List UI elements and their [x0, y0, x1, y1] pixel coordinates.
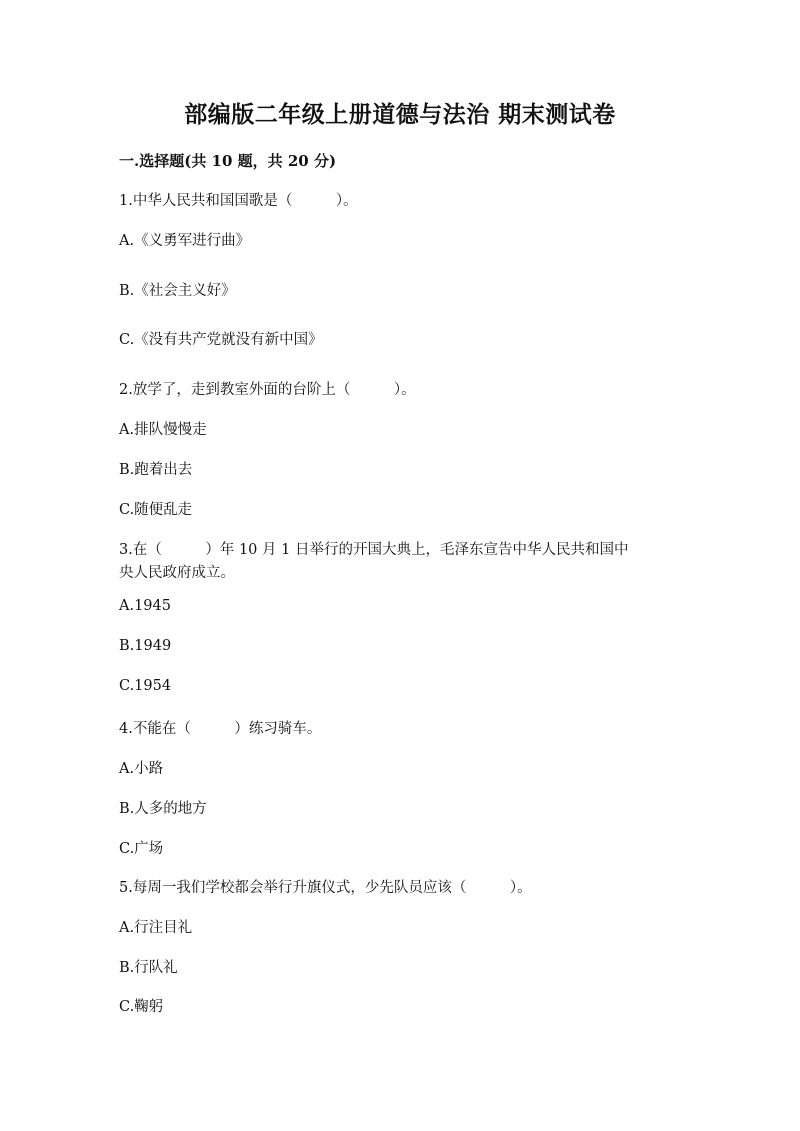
- question-3-option-b: B.1949: [119, 638, 172, 654]
- question-4-option-a: A.小路: [119, 761, 164, 777]
- question-2-option-b: B.跑着出去: [119, 462, 193, 478]
- question-3-stem-line-2: 央人民政府成立。: [119, 565, 235, 581]
- question-4-stem: 4.不能在（ ）练习骑车。: [119, 721, 322, 737]
- question-5-option-b: B.行队礼: [119, 960, 178, 976]
- question-4-option-b: B.人多的地方: [119, 801, 207, 817]
- section-heading: 一.选择题(共 10 题，共 20 分): [119, 152, 337, 170]
- question-3-option-a: A.1945: [119, 598, 171, 614]
- question-4-option-c: C.广场: [119, 841, 164, 857]
- question-3-option-c: C.1954: [119, 678, 172, 694]
- question-2-stem: 2.放学了，走到教室外面的台阶上（ ）。: [119, 382, 416, 398]
- question-2-option-c: C.随便乱走: [119, 502, 193, 518]
- question-3-stem-line-1: 3.在（ ）年 10 月 1 日举行的开国大典上，毛泽东宣告中华人民共和国中: [119, 542, 629, 558]
- question-5-stem: 5.每周一我们学校都会举行升旗仪式，少先队员应该（ ）。: [119, 880, 532, 896]
- question-1-option-b: B.《社会主义好》: [119, 283, 236, 299]
- question-5-option-a: A.行注目礼: [119, 920, 193, 936]
- question-2-option-a: A.排队慢慢走: [119, 422, 207, 438]
- question-1-stem: 1.中华人民共和国国歌是（ ）。: [119, 193, 358, 209]
- question-1-option-a: A.《义勇军进行曲》: [119, 233, 251, 249]
- page-title: 部编版二年级上册道德与法治 期末测试卷: [184, 101, 616, 128]
- question-5-option-c: C.鞠躬: [119, 999, 164, 1015]
- question-1-option-c: C.《没有共产党就没有新中国》: [119, 332, 323, 348]
